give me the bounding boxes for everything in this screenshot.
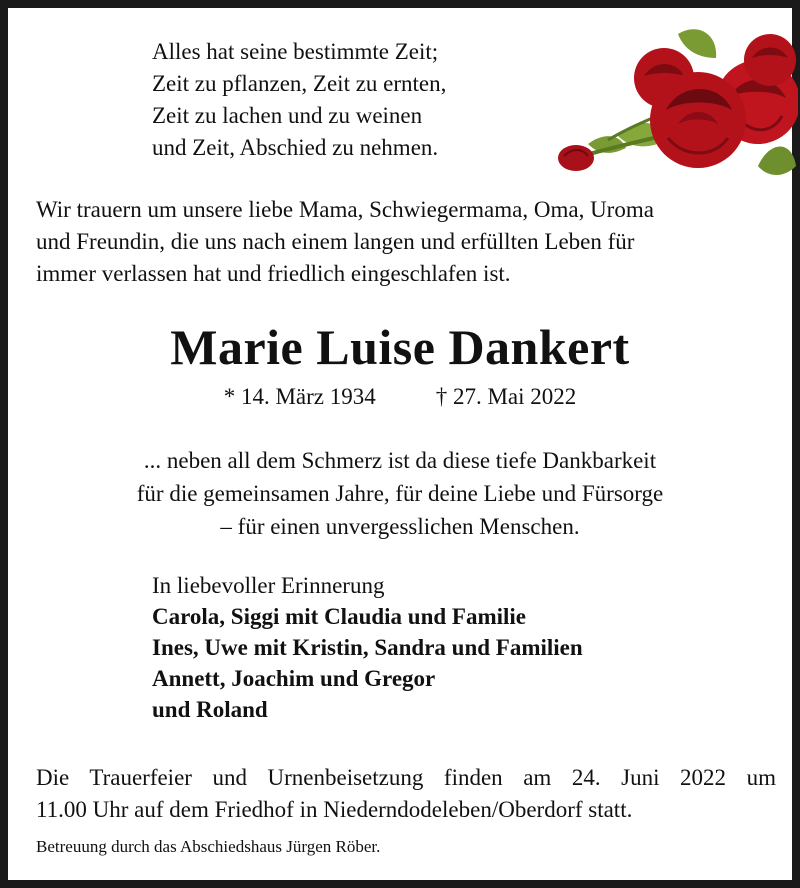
rose-leaf — [758, 147, 796, 176]
poem-line: und Zeit, Abschied zu nehmen. — [152, 135, 439, 160]
funeral-line: Die Trauerfeier und Urnenbeisetzung finden am 24. Juni 2022 um — [36, 765, 776, 790]
family-name: und Roland — [152, 697, 268, 722]
poem-line: Alles hat seine bestimmte Zeit; — [152, 39, 439, 64]
thanks-text — [8, 444, 792, 543]
family-heading: In liebevoller Erinnerung — [152, 573, 385, 598]
intro-text — [36, 194, 776, 290]
poem-line: Zeit zu lachen und zu weinen — [152, 103, 423, 128]
intro-line: immer verlassen hat und friedlich eingeschlafen ist. — [36, 261, 511, 286]
family-name: Carola, Siggi mit Claudia und Familie — [152, 604, 527, 629]
poem-line: Zeit zu pflanzen, Zeit zu ernten, — [152, 71, 447, 96]
family-name: Ines, Uwe mit Kristin, Sandra und Familien — [152, 635, 583, 660]
thanks-line: für die gemeinsamen Jahre, für deine Liebe und Fürsorge — [136, 481, 664, 506]
funeral-info — [36, 762, 776, 826]
thanks-line: ... neben all dem Schmerz ist da diese tiefe Dankbarkeit — [143, 448, 657, 473]
life-dates — [8, 382, 792, 412]
rose — [744, 34, 796, 86]
thanks-line: – für einen unvergesslichen Menschen. — [220, 514, 580, 539]
family-signature — [152, 570, 583, 725]
roses-image — [548, 16, 798, 184]
birth-date: * 14. März 1934 — [223, 384, 376, 409]
funeral-line: 11.00 Uhr auf dem Friedhof in Niederndodeleben/Oberdorf statt. — [36, 797, 633, 822]
deceased-name: Marie Luise Dankert — [170, 319, 630, 375]
death-date: † 27. Mai 2022 — [435, 384, 577, 409]
rose-leaf — [678, 29, 716, 58]
intro-line: und Freundin, die uns nach einem langen und erfüllten Leben für — [36, 229, 635, 254]
rose-bud — [558, 145, 594, 171]
family-name: Annett, Joachim und Gregor — [152, 666, 436, 691]
poem — [152, 36, 446, 164]
intro-line: Wir trauern um unsere liebe Mama, Schwiegermama, Oma, Uroma — [36, 197, 654, 222]
funeral-home-credit: Betreuung durch das Abschiedshaus Jürgen Röber. — [36, 837, 381, 856]
